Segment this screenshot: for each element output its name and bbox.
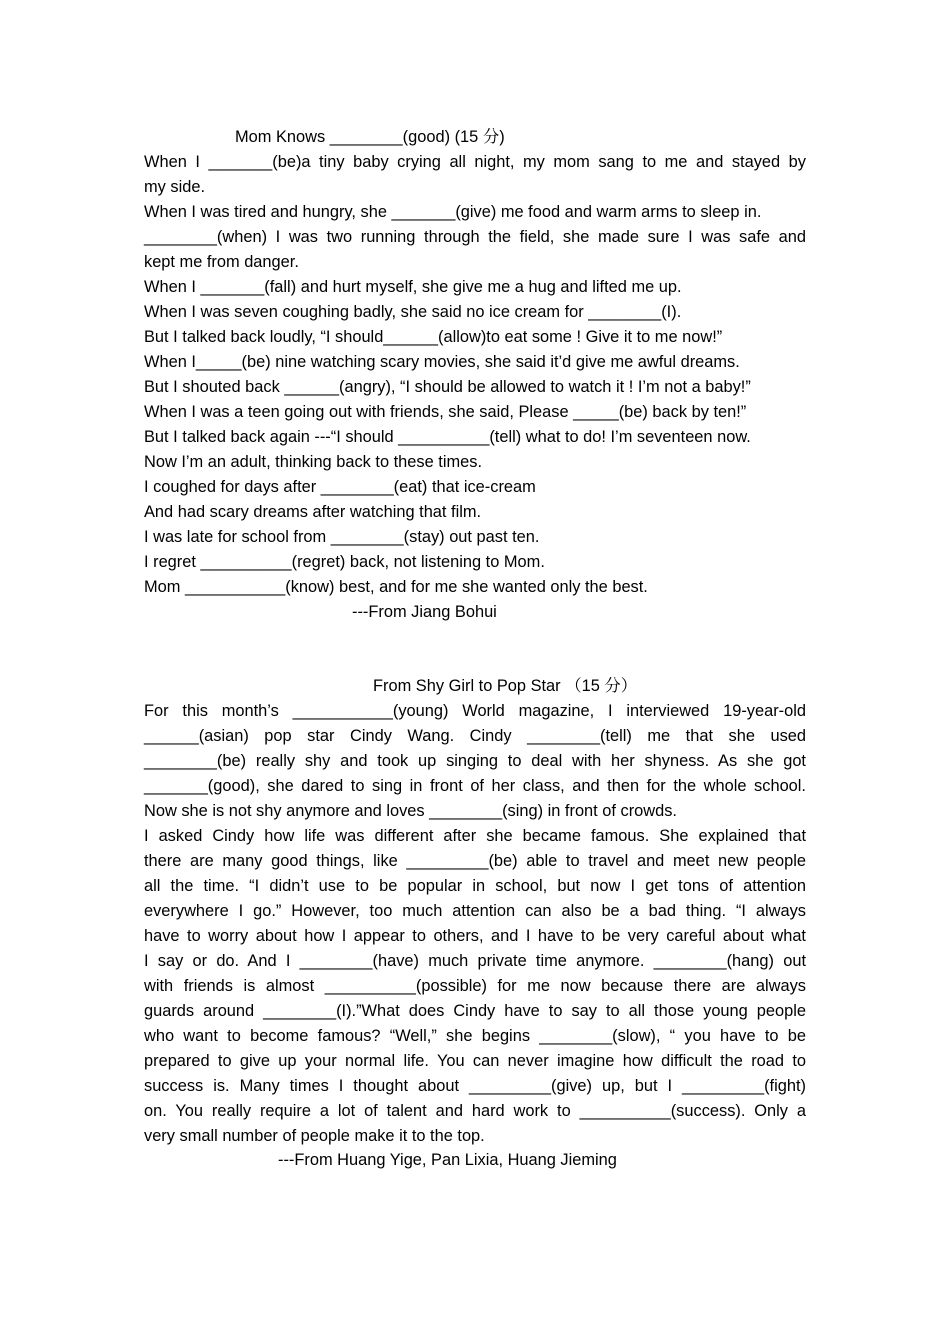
passage2-line: I asked Cindy how life was different after she became famous. She explained that: [144, 827, 806, 845]
passage2-line: guards around ________(I).”What does Cindy have to say to all those young people: [144, 1002, 806, 1020]
passage2-line: prepared to give up your normal life. You can never imagine how difficult the road to: [144, 1052, 806, 1070]
passage2-line: Now she is not shy anymore and loves ________(sing) in front of crowds.: [144, 802, 677, 820]
passage2-line: there are many good things, like _________(be) able to travel and meet new people: [144, 852, 806, 870]
passage2-line: _______(good), she dared to sing in front of her class, and then for the whole school.: [144, 777, 806, 795]
passage2-line: ________(be) really shy and took up singing to deal with her shyness. As she got: [144, 752, 806, 770]
poem1-line: When I _______(be)a tiny baby crying all night, my mom sang to me and stayed by: [144, 153, 806, 171]
poem1-line: my side.: [144, 178, 206, 196]
passage2-line: have to worry about how I appear to others, and I have to be very careful about what: [144, 927, 806, 945]
poem1-line: But I shouted back ______(angry), “I should be allowed to watch it ! I’m not a baby!”: [144, 378, 751, 396]
poem1-line: When I_____(be) nine watching scary movies, she said it’d give me awful dreams.: [144, 353, 740, 371]
poem1-line: Now I’m an adult, thinking back to these times.: [144, 453, 482, 471]
poem1-line: When I was a teen going out with friends, she said, Please _____(be) back by ten!”: [144, 403, 747, 421]
poem1-line: When I was tired and hungry, she _______(give) me food and warm arms to sleep in.: [144, 203, 762, 221]
poem1-line: When I _______(fall) and hurt myself, she give me a hug and lifted me up.: [144, 278, 682, 296]
poem1-line: I regret __________(regret) back, not listening to Mom.: [144, 553, 545, 571]
passage2-title: From Shy Girl to Pop Star （15 分）: [373, 677, 638, 695]
passage2-line: very small number of people make it to the top.: [144, 1127, 485, 1145]
poem1-line: I was late for school from ________(stay) out past ten.: [144, 528, 540, 546]
poem1-title: Mom Knows ________(good) (15 分): [235, 128, 505, 146]
passage2-line: who want to become famous? “Well,” she begins ________(slow), “ you have to be: [144, 1027, 806, 1045]
poem1-line: But I talked back again ---“I should __________(tell) what to do! I’m seventeen now.: [144, 428, 751, 446]
poem1-line: When I was seven coughing badly, she said no ice cream for ________(I).: [144, 303, 682, 321]
passage2-line: everywhere I go.” However, too much attention can also be a bad thing. “I always: [144, 902, 806, 920]
poem1-line: ________(when) I was two running through the field, she made sure I was safe and: [144, 228, 806, 246]
passage2-line: on. You really require a lot of talent and hard work to __________(success). Only a: [144, 1102, 806, 1120]
poem1-line: I coughed for days after ________(eat) that ice-cream: [144, 478, 536, 496]
passage2-line: with friends is almost __________(possible) for me now because there are always: [144, 977, 806, 995]
poem1-line: But I talked back loudly, “I should______(allow)to eat some ! Give it to me now!”: [144, 328, 723, 346]
passage2-line: For this month’s ___________(young) World magazine, I interviewed 19-year-old: [144, 702, 806, 720]
passage2-line: all the time. “I didn’t use to be popular in school, but now I get tons of attention: [144, 877, 806, 895]
poem1-line: kept me from danger.: [144, 253, 299, 271]
passage2-author: ---From Huang Yige, Pan Lixia, Huang Jieming: [278, 1151, 617, 1169]
passage2-line: ______(asian) pop star Cindy Wang. Cindy ________(tell) me that she used: [144, 727, 806, 745]
passage2-line: I say or do. And I ________(have) much private time anymore. ________(hang) out: [144, 952, 806, 970]
poem1-author: ---From Jiang Bohui: [352, 603, 497, 621]
poem1-line: And had scary dreams after watching that film.: [144, 503, 482, 521]
poem1-line: Mom ___________(know) best, and for me she wanted only the best.: [144, 578, 648, 596]
passage2-line: success is. Many times I thought about _________(give) up, but I _________(fight): [144, 1077, 806, 1095]
